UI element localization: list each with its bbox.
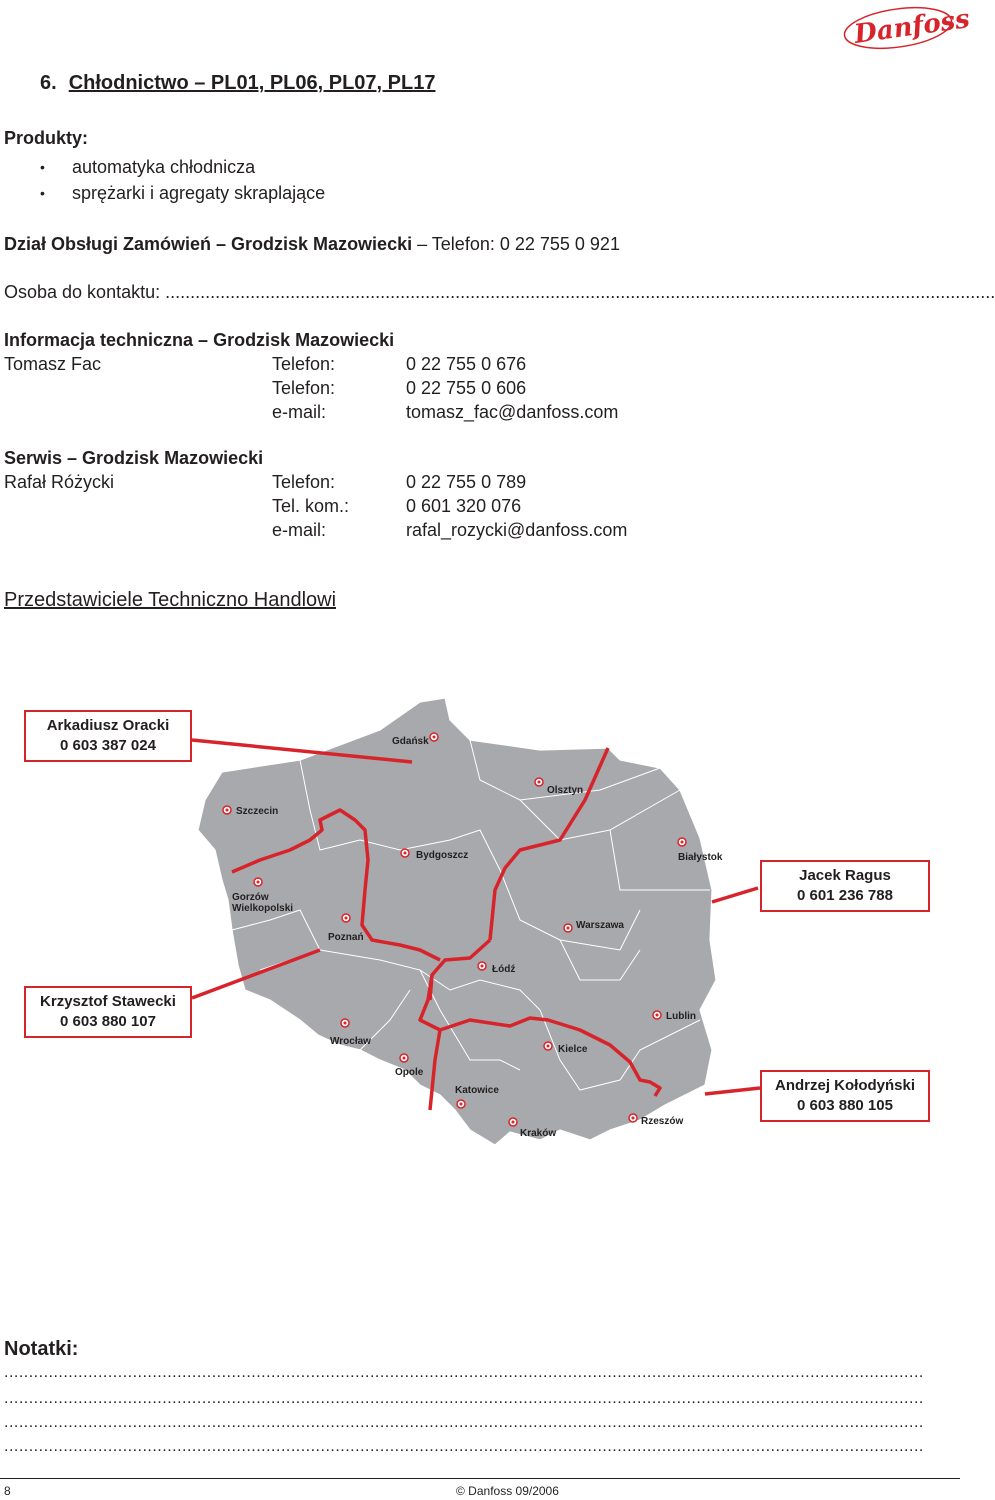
- city-label: Poznań: [328, 932, 364, 943]
- note-line[interactable]: ..........................................................................................................................................................................................: [4, 1390, 924, 1407]
- service-label: Telefon:: [272, 472, 336, 492]
- city-label: Bydgoszcz: [416, 850, 469, 861]
- city-label: Opole: [395, 1067, 424, 1078]
- city-label: Łódź: [492, 964, 516, 975]
- footer-divider: [0, 1478, 960, 1479]
- products-list: [40, 154, 325, 206]
- rep-box-east: [760, 860, 930, 912]
- contact-person-line: Osoba do kontaktu: ......................................................................................................................................................................: [4, 282, 995, 302]
- city-label: Lublin: [666, 1011, 696, 1022]
- reps-heading: Przedstawiciele Techniczno Handlowi: [4, 589, 337, 611]
- city-label: Gdańsk: [392, 736, 429, 747]
- section-title-text: Chłodnictwo – PL01, PL06, PL07, PL17: [68, 72, 436, 94]
- orders-heading: Dział Obsługi Zamówień – Grodzisk Mazowiecki: [4, 234, 413, 254]
- service-label: Tel. kom.:: [272, 496, 350, 516]
- city-label: Katowice: [455, 1085, 499, 1096]
- service-name: Rafał Różycki: [4, 472, 115, 492]
- tech-info-email[interactable]: tomasz_fac@danfoss.com: [406, 402, 619, 422]
- city-label: Białystok: [678, 852, 723, 863]
- note-line[interactable]: ..........................................................................................................................................................................................: [4, 1414, 924, 1431]
- service-value: 0 601 320 076: [406, 496, 522, 516]
- rep-name: Arkadiusz Oracki: [46, 717, 170, 734]
- note-line[interactable]: ..........................................................................................................................................................................................: [4, 1364, 924, 1381]
- page-number: 8: [4, 1484, 11, 1498]
- products-heading: Produkty:: [4, 128, 89, 148]
- city-label: Wrocław: [330, 1036, 371, 1047]
- tech-info-label: e-mail:: [272, 402, 327, 422]
- city-label: Olsztyn: [547, 785, 584, 796]
- list-item: • sprężarki i agregaty skraplające: [40, 180, 325, 206]
- city-label: Warszawa: [576, 920, 624, 931]
- rep-phone: 0 603 387 024: [60, 737, 156, 754]
- rep-phone: 0 603 880 105: [797, 1097, 893, 1114]
- tech-info-label: Telefon:: [272, 378, 336, 398]
- city-label: Kraków: [520, 1128, 557, 1139]
- tech-info-heading: Informacja techniczna – Grodzisk Mazowiecki: [4, 330, 395, 350]
- rep-name: Jacek Ragus: [799, 867, 891, 884]
- svg-text:Danfoss: Danfoss: [852, 4, 972, 50]
- city-label: Rzeszów: [641, 1116, 684, 1127]
- list-item: • automatyka chłodnicza: [40, 154, 325, 180]
- copyright: © Danfoss 09/2006: [456, 1484, 559, 1498]
- rep-phone: 0 603 880 107: [60, 1013, 156, 1030]
- service-label: e-mail:: [272, 520, 327, 540]
- note-line[interactable]: ..........................................................................................................................................................................................: [4, 1438, 924, 1455]
- service-value: 0 22 755 0 789: [406, 472, 527, 492]
- rep-name: Krzysztof Stawecki: [40, 993, 176, 1010]
- rep-box-north-west: [24, 710, 192, 762]
- tech-info-name: Tomasz Fac: [4, 354, 102, 374]
- rep-box-west: [24, 986, 192, 1038]
- city-label: Gorzów: [232, 892, 269, 903]
- tech-info-value: 0 22 755 0 606: [406, 378, 527, 398]
- tech-info-label: Telefon:: [272, 354, 336, 374]
- orders-phone: – Telefon: 0 22 755 0 921: [417, 234, 620, 254]
- city-label: Szczecin: [236, 806, 279, 817]
- service-heading: Serwis – Grodzisk Mazowiecki: [4, 448, 264, 468]
- rep-phone: 0 601 236 788: [797, 887, 893, 904]
- tech-info-value: 0 22 755 0 676: [406, 354, 527, 374]
- rep-name: Andrzej Kołodyński: [774, 1077, 916, 1094]
- city-label: Wielkopolski: [232, 903, 294, 914]
- danfoss-logo: [842, 4, 972, 50]
- rep-box-south-east: [760, 1070, 930, 1122]
- poland-map: [0, 690, 960, 1250]
- orders-line: [4, 232, 620, 256]
- section-title: [40, 72, 435, 95]
- notes-heading: Notatki:: [4, 1338, 79, 1360]
- city-label: Kielce: [558, 1044, 588, 1055]
- service-email[interactable]: rafal_rozycki@danfoss.com: [406, 520, 628, 540]
- section-number: 6.: [40, 72, 57, 94]
